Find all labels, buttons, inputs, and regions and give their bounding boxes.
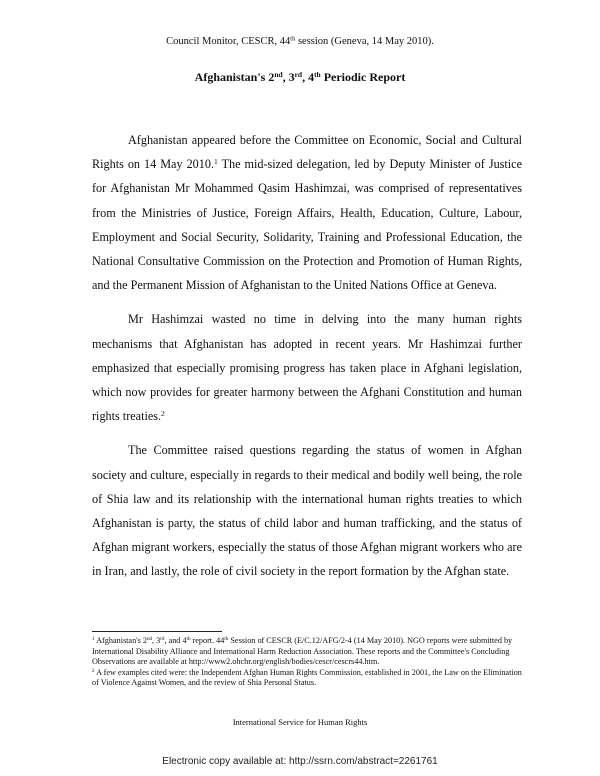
paragraph-committee-questions: The Committee raised questions regarding the status of women in Afghan society and culture, especially in regards to their medical and bodily well being, the role of Shia law and its relationship with the international human rights treaties to which Afghanistan is party, the status of child labor and human trafficking, and the status of Afghan migrant workers, especially the status of those Afghan migrant workers who are in Iran, and lastly, the role of civil society in the report formation by the Afghan state. bbox=[92, 443, 522, 579]
paragraph-hashimzai: Mr Hashimzai wasted no time in delving into the many human rights mechanisms that Afghanistan has adopted in recent years. Mr Hashimzai further emphasized that especially promising progress has taken place in Afghani legislation, which now provides for greater harmony between the Afghani Constitution and human rights treaties.$^2$ bbox=[92, 312, 522, 424]
paragraph-delegation: Afghanistan appeared before the Committee on Economic, Social and Cultural Rights on 14 May 2010.$^1$ The mid-sized delegation, led by Deputy Minister of Justice for Afghanistan Mr Mohammed Qasim Hashimzai, was comprised of representatives from the Ministries of Justice, Foreign Affairs, Health, Education, Culture, Labour, Employment and Social Security, Solidarity, Training and Professional Education, the National Consultative Commission on the Protection and Promotion of Human Rights, and the Permanent Mission of Afghanistan to the United Nations Office at Geneva. bbox=[92, 133, 522, 293]
footnote-divider bbox=[92, 631, 222, 632]
footnote-1: $^1$ Afghanistan's 2nd, 3rd, and 4th report. 44th Session of CESCR (E/C.12/AFG/2-4 (14 May 2010). NGO reports were submitted by International Disability Alliance and International Harm Reduction Association. These reports and the Committee's Concluding Observations are available at http://www2.ohchr.org/english/bodies/cescr/cescrs44.htm. bbox=[92, 636, 513, 666]
footnote-2: $^2$ A few examples cited were: the Independent Afghan Human Rights Commission, established in 2001, the Law on the Elimination of Violence Against Women, and the review of Shia Personal Status. bbox=[92, 667, 522, 687]
footnote-ref-1[interactable]: 1 bbox=[214, 157, 218, 167]
ssrn-notice: Electronic copy available at: http://ssrn.com/abstract=2261761 bbox=[162, 756, 438, 767]
page-title: Afghanistan's 2nd, 3rd, 4th Periodic Report bbox=[194, 69, 406, 84]
footnotes bbox=[92, 636, 522, 689]
running-header: Council Monitor, CESCR, 44th session (Geneva, 14 May 2010). bbox=[166, 35, 434, 47]
page-footer: International Service for Human Rights bbox=[232, 717, 368, 727]
footnote-ref-2[interactable]: 2 bbox=[161, 409, 165, 419]
report-body bbox=[92, 128, 522, 594]
